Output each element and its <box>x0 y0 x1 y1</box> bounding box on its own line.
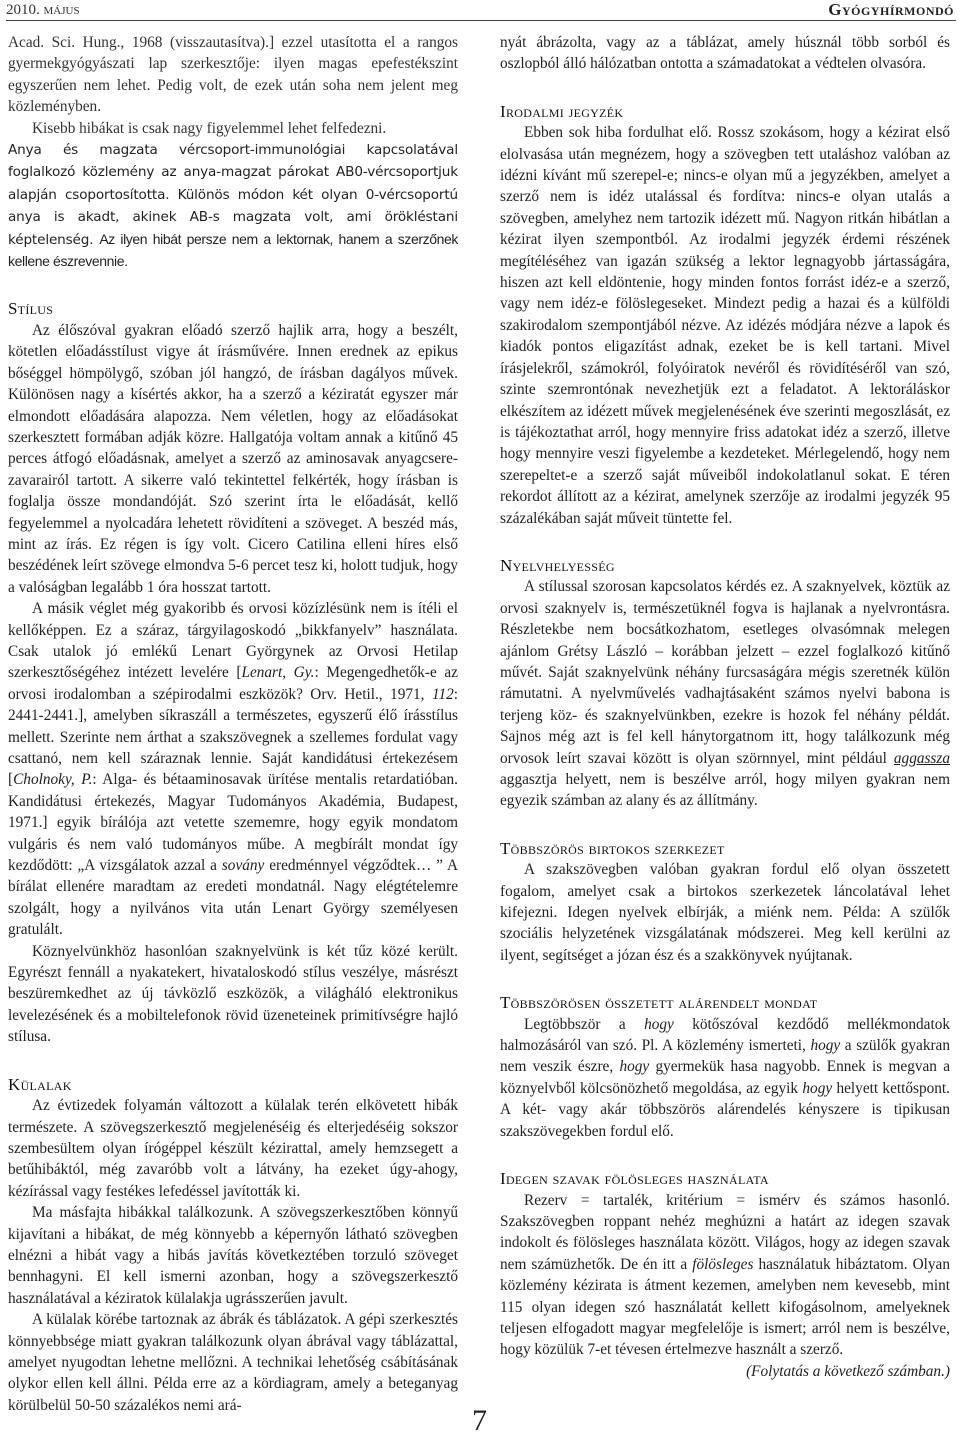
alarendelt-paragraph: Legtöbbször a hogy kötőszóval kezdődő mellékmondatok halmozásáról van szó. Pl. A közlemény ismerteti, hogy a szülők gyakran nem veszik észre, hogy gyermekük hasa nagyobb. Ennek is megvan a köznyelvből kölcsönözhető megoldása, az egyik hogy helyett kettőspont. A két- vagy akár többszörös alárendelés kényszere is tipikusan szakszövegekben fordul elő. <box>500 1015 950 1140</box>
heading-nyelvhelyesseg: Nyelvhelyesség <box>500 555 615 575</box>
page-number: 7 <box>472 1404 487 1437</box>
header-year: 2010. <box>6 2 40 18</box>
stilus-paragraph-1: Az élőszóval gyakran előadó szerző hajlik arra, hogy a beszélt, kötetlen előadásstílust vigye át írásművére. Innen erednek az epikus bőséggel hömpölygő, szóban jól hangzó, de írásban dagályos művek. Különösen nagy a kísértés akkor, ha a szerző a kéziratát egyszer már elmondott előadására alapozza. Nem véletlen, hogy az előadásokat szerkesztett formában adják közre. Hallgatója voltam annak a kitűnő 45 perces átfogó előadásnak, amelyet a szerző az aminosavak anyagcsere-zavarairól tartott. A sikerre való tekintettel felkérték, hogy írásban is foglalja össze mondandóját. Szó szerint írta le előadását, kellő fegyelemmel a nyolcadára lehetett rövidíteni a szöveget. A beszéd más, mint az írás. Ez régen is így volt. Cicero Catilina elleni híres első beszédének leírt szövege elmondva 5-6 percet tesz ki, holott tudjuk, hogy a valóságban legalább 1 óra hosszat tartott. <box>8 321 458 596</box>
heading-irodalmi-jegyzek: Irodalmi jegyzék <box>500 101 624 121</box>
idegen-paragraph: Rezerv = tartalék, kritérium = ismérv és számos hasonló. Szakszövegben roppant nehéz meghúzni a határt az idegen szavak indokolt és fölösleges használata között. Világos, hogy az idegen szavak nem számüzhetők. De én itt a fölösleges használatuk hibáztatom. Olyan közlemény kézirata is átment kezemen, amelyben nem kevesebb, mint 115 olyan idegen szó használatát kellett kifogásolnom, amelyeknek teljesen elfogadott magyar megfelelője is ismert; arról nem is beszélve, hogy közülük 7-et tévesen értelmezve használt a szerző. <box>500 1191 950 1359</box>
intro-paragraph-1: Acad. Sci. Hung., 1968 (visszautasítva).] ezzel utasította el a rangos gyermekgyógyászati lap szerkesztője: ilyen magas epefestékszint egyszerűen nem lehet. Pedig volt, de ezek után soha nem jelent meg közleményben. <box>8 34 458 116</box>
right-column <box>500 32 950 1382</box>
right-intro-paragraph: nyát ábrázolta, vagy az a táblázat, amely húsznál több sorból és oszlopból álló hálózatban ontotta a számadatokat a védtelen olvasóra. <box>500 34 950 73</box>
heading-tobbszoros-birtokos: Többszörös birtokos szerkezet <box>500 838 725 858</box>
header-rule <box>6 20 956 21</box>
intro-paragraph-4: Az ilyen hibát persze nem a lektornak, hanem a szerzőnek kellene észrevennie. <box>8 230 458 270</box>
intro-paragraph-2: Kisebb hibákat is csak nagy figyelemmel lehet felfedezni. <box>32 119 387 137</box>
stilus-paragraph-2: A másik véglet még gyakoribb és orvosi közízlésünk nem is ítéli el kellőképpen. Ez a száraz, tárgyilagoskodó „bikkfanyelv” használata. Csak utalok jó emlékű Lenart Györgynek az Orvosi Hetilap szerkesztőségéhez intézett levelére [Lenart, Gy.: Megengedhetők-e az orvosi irodalomban a szépirodalmi eszközök? Orv. Hetil., 1971, 112: 2441-2441.], amelyben síkraszáll a természetes, egyszerű élő írásstílus mellett. Szerinte nem árthat a szakszövegnek a szellemes fordulat vagy csattanó, nem kell száraznak lennie. Saját kandidátusi értekezésem [Cholnoky, P.: Alga- és bétaaminosavak ürítése mentalis retardatióban. Kandidátusi értekezés, Magyar Tudományos Akadémia, Budapest, 1971.] egyik bírálója azt vetette szememre, hogy egyik mondatom vulgáris és nem való tudományos műbe. A megbírált mondat így kezdődött: „A vizsgálatok azzal a sovány eredménnyel végződtek… ” A bírálat ellenére maradtam az eredeti mondatnál. Nagy elégtételemre szolgált, hogy a nyilvános vita után Lenart György személyesen gratulált. <box>8 600 458 939</box>
heading-kulalak: Külalak <box>8 1074 72 1094</box>
tobbszoros-paragraph: A szakszövegben valóban gyakran fordul elő olyan összetett fogalom, amelyet csak a birtokos szerkezetek láncolatával lehet kifejezni. Idegen nyelvek elbírják, a miénk nem. Példa: A szülők szociális helyzetének vizsgálatának módszerei. Meg kell kerülni az ilyent, segítséget a józan ész és a szakkönyvek nyújtanak. <box>500 861 950 964</box>
header-month: május <box>43 2 80 18</box>
kulalak-paragraph-1: Az évtizedek folyamán változott a külalak terén elkövetett hibák természete. A szövegszerkesztő megjelenéséig és elterjedéséig sokszor szembesültem olyan írógéppel készült kézirattal, amely hemzsegett a betűhibáktól, még zavaróbb volt a látvány, ha ezeket úgy-ahogy, kézírással vagy festékes lefedéssel javították ki. <box>8 1097 458 1200</box>
stilus-paragraph-3: Köznyelvünkhöz hasonlóan szaknyelvünk is két tűz közé került. Egyrészt fennáll a nyakatekert, hivataloskodó stílus veszélye, másrészt beszüremkedhet az új távközlő eszközök, a világháló elektronikus levelezésének és a mobiltelefonok rövid üzeneteinek primitívségre hajló stílusa. <box>8 942 458 1046</box>
header-date <box>6 2 80 19</box>
kulalak-paragraph-2: Ma másfajta hibákkal találkozunk. A szövegszerkesztőben könnyű kijavítani a hibákat, de még könnyebb a képernyőn látható szövegben elnézni a hibát vagy a hibás javítás következtében torzuló szöveget bennhagyni. El kell ismerni azonban, hogy a szövegszerkesztő használatával a kéziratok külalakja ugrásszerűen javult. <box>8 1204 458 1307</box>
heading-alarendelt-mondat: Többszörösen összetett alárendelt mondat <box>500 993 818 1013</box>
continued-note: (Folytatás a következő számban.) <box>746 1362 950 1380</box>
journal-title: Gyógyhírmondó <box>828 0 954 19</box>
heading-idegen-szavak: Idegen szavak fölösleges használata <box>500 1169 769 1189</box>
irodalmi-paragraph: Ebben sok hiba fordulhat elő. Rossz szokásom, hogy a kézirat első elolvasása után megnézem, hogy a szövegben tett utaláshoz valóban az idézni kívánt mű szerepel-e; nincs-e olyan mű a jegyzékben, amelyet a szerző nem is idéz utalással és fordítva: nincs-e olyan utalás a szövegben, amelyhez nem tartozik idézett mű. Nagyon ritkán hibátlan a kézirat ilyen szempontból. Az irodalmi jegyzék érdemi részének megítéléséhez van igazán szükség a lektor legnagyobb jártasságára, hiszen azt kell eldöntenie, hogy minden fontos forrást idéz-e a szerző, vagy nem idéz-e fölöslegeseket. Mindezt pedig a hazai és a külföldi szakirodalom szempontjából nézve. Az idézés módjára nézve a lapok és kiadók pontos eligazítást adnak, ezeket be is kell tartani. Mivel írásjelekről, számokról, folyóiratok nevéről és rövidítéséről van szó, szinte szemrontónak nevezhetjük ezt a feladatot. A lektoráláskor elkészítem az idézett művek megjelenésének éve szerinti megoszlását, ez is tájékoztathat arról, hogy mennyire friss adatokat idéz a szerző, illetve hogy mennyire veszi figyelembe a kezdeteket. Mérlegelendő, hogy nem szerepeltet-e a szerző saját műveiből indokolatlanul sokat. E téren rekordot állított az a kézirat, amelynek szerzője az irodalmi jegyzék 95 százalékában saját műveit tüntette fel. <box>500 124 950 527</box>
nyelv-paragraph: A stílussal szorosan kapcsolatos kérdés ez. A szaknyelvek, köztük az orvosi szaknyelv is, természetüknél fogva is hajlanak a nyelvrontásra. Részletekbe nem bocsátkozhatom, esetleges olvasómnak melegen ajánlom Grétsy László – korábban jelzett – ezzel foglalkozó kitűnő művét. Saját szaknyelvünk néhány furcsaságára mégis szeretnék külön rámutatni. A nyelvművelés vadhajtásaként számos nyelvi babona is terjeng köz- és szaknyelvünkben, ezekre is hozok fel néhány példát. Sajnos még azt is fel kell hánytorgatnom itt, hogy találkozunk még orvosok leírt szavai között is olyan szörnnyel, mint például aggassza aggasztja helyett, nem is beszélve arról, hogy milyen gyakran nem egyezik számban az alany és az állítmány. <box>500 578 950 810</box>
intro-paragraph-3: Anya és magzata vércsoport-immunológiai kapcsolatával foglalkozó közlemény az anya-magzat párokat AB0-vércsoportjuk alapján csoportosította. Különös módon két olyan 0-vércsoportú anya is akadt, akinek AB-s magzata volt, ami örökléstani képtelenség. <box>8 142 458 248</box>
page-header <box>0 0 960 24</box>
left-column <box>8 32 458 1416</box>
kulalak-paragraph-3: A külalak körébe tartoznak az ábrák és táblázatok. A gépi szerkesztés könnyebbsége miatt gyakran találkozunk olyan ábrával vagy táblázattal, amelyet nyugodtan lehetne mellőzni. A technikai lehetőség csábításának olykor ellen kell állni. Példa erre az a kördiagram, amely a beteganyag körülbelül 50-50 százalékos nemi ará- <box>8 1311 458 1414</box>
heading-stilus: Stílus <box>8 299 54 319</box>
